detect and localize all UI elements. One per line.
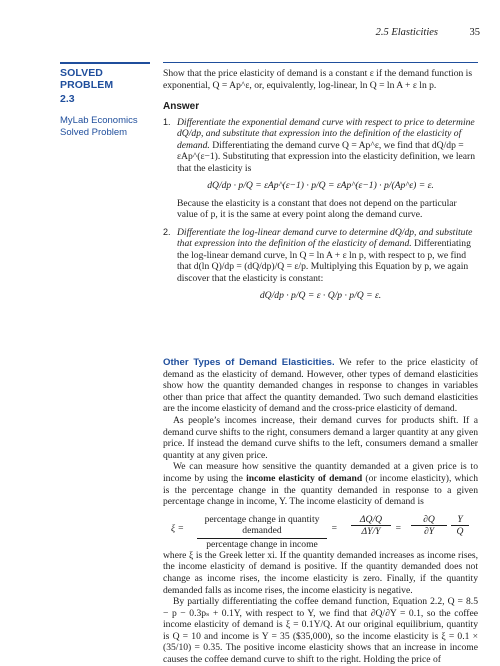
- page-number: 35: [469, 27, 480, 38]
- solved-problem-body: [163, 62, 478, 308]
- fraction-partial: [411, 514, 447, 538]
- step-1-conclusion: Because the elasticity is a constant that does not depend on the particular value of p, it is the same at every point along the demand curve.: [177, 197, 457, 220]
- fraction-ratio: [451, 514, 469, 538]
- fraction-numerator: ΔQ/Q: [351, 514, 391, 527]
- step-number: 2.: [163, 226, 171, 237]
- mylab-link[interactable]: [60, 115, 150, 139]
- solved-problem-label: SOLVED PROBLEM: [60, 67, 114, 91]
- answer-step-2: [163, 227, 478, 285]
- paragraph-text: We can measure how sensitive the quantity demanded at a given price is to income by using the: [163, 461, 478, 484]
- income-elasticity-equation: [163, 513, 478, 550]
- answer-heading: Answer: [163, 101, 200, 112]
- step-body: Differentiating the demand curve Q = Ap^ε, we find that dQ/dp = εAp^(ε−1). Substituting that expression into the elasticity definition, we learn that the elasticity is: [177, 139, 476, 174]
- fraction-numerator: percentage change in quantity demanded: [197, 514, 327, 539]
- mylab-line-1: MyLab Economics: [60, 115, 138, 126]
- problem-prompt: Show that the price elasticity of demand is a constant ε if the demand function is exponential, Q = Ap^ε, or, equivalently, log-linear, ln Q = ln A + ε ln p.: [163, 68, 473, 91]
- paragraph: [163, 357, 478, 415]
- fraction-denominator: percentage change in income: [206, 538, 318, 550]
- key-term: income elasticity of demand: [246, 472, 363, 484]
- step-lead: Differentiate the log-linear demand curve to determine dQ/dp, and substitute that expression into the definition of the elasticity of demand.: [177, 226, 473, 249]
- equals-sign: =: [395, 522, 402, 534]
- fraction-denominator: ΔY/Y: [361, 526, 381, 538]
- paragraph: where ξ is the Greek letter xi. If the quantity demanded increases as income rises, the income elasticity of demand is positive. If the quantity demanded does not change as income rises, the income elasticity is zero. Finally, if the quantity demanded falls as income rises, the income elasticity is negative.: [163, 549, 478, 596]
- fraction-denominator: Q: [456, 526, 464, 538]
- equals-sign: =: [331, 522, 338, 534]
- fraction-delta: [351, 514, 391, 538]
- step-number: 1.: [163, 116, 171, 127]
- paragraph-text: (or income elasticity), which is the percentage change in the quantity demanded in response to a given percentage change in income, Y. The income elasticity of demand is: [163, 472, 479, 508]
- section-heading: Other Types of Demand Elasticities.: [163, 357, 335, 368]
- answer-step-1: [163, 117, 478, 175]
- solved-problem-number: 2.3: [60, 93, 75, 105]
- step-body: Differentiating the log-linear demand curve, ln Q = ln A + ε ln p, with respect to p, we find that d(ln Q)/dp = (dQ/dp)/Q = ε/p. Multiplying this Equation by p, we again discover that the elasticity is constant:: [177, 238, 471, 284]
- fraction-numerator: Y: [451, 514, 469, 527]
- paragraph: As people’s incomes increase, their demand curves for products shift. If a demand curve shifts to the right, consumers demand a larger quantity at any given price. If instead the demand curve shifts to the left, consumers demand a smaller quantity at any given price.: [163, 414, 478, 461]
- fraction-numerator: ∂Q: [411, 514, 447, 527]
- fraction-denominator: ∂Y: [423, 526, 435, 538]
- solved-problem-sidebar: [60, 62, 150, 139]
- paragraph: [163, 461, 478, 507]
- fraction-percentage: [197, 514, 327, 551]
- step-lead: Differentiate the exponential demand curve with respect to price to determine dQ/dp, and substitute that expression into the definition of the elasticity of demand.: [177, 116, 475, 151]
- equation-step-2: dQ/dp · p/Q = ε · Q/p · p/Q = ε.: [259, 290, 382, 301]
- running-head: [0, 25, 500, 43]
- xi-symbol: ξ =: [171, 522, 184, 534]
- paragraph-text: We refer to the price elasticity of demand as the elasticity of demand. However, other types of demand elasticities show how the quantity demanded changes in response to changes in variables other than price that affect the quantity demanded. Two such demand elasticities are the income elasticity of demand and the cross-price elasticity of demand.: [163, 357, 478, 415]
- running-head-section: 2.5 Elasticities: [375, 27, 438, 38]
- paragraph: By partially differentiating the coffee demand function, Equation 2.2, Q = 8.5 − p − 0.3pₛ + 0.1Y, with respect to Y, we find that ∂Q/∂Y = 0.1, so the coffee income elasticity of demand is ξ = 0.1Y/Q. At our original equilibrium, quantity is Q = 10 and income is Y = 35 ($35,000), so the income elasticity is ξ = 0.1 × (35/10) = 0.35. The positive income elasticity shows that an increase in income causes the coffee demand curve to shift to the right. Holding the price of: [163, 596, 478, 666]
- equation-step-1: dQ/dp · p/Q = εAp^(ε−1) · p/Q = εAp^(ε−1) · p/(Ap^ε) = ε.: [207, 180, 434, 191]
- mylab-line-2: Solved Problem: [60, 127, 128, 138]
- main-text: [163, 357, 478, 666]
